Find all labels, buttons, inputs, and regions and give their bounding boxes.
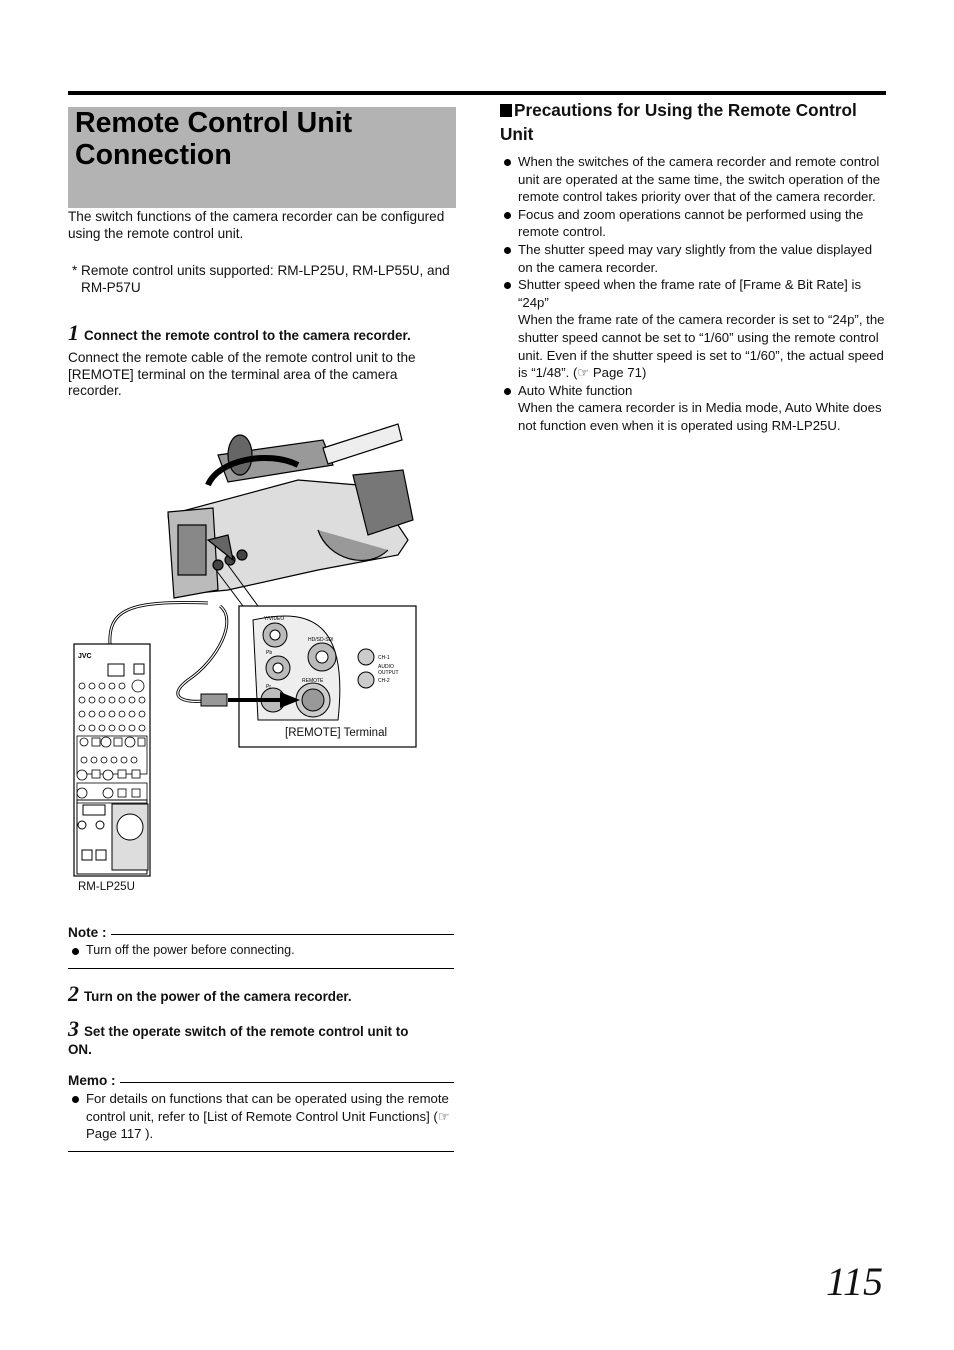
cable-plug [201, 694, 227, 706]
step-2 [68, 981, 448, 1006]
precautions-heading [500, 98, 886, 146]
intro-text: The switch functions of the camera recorder can be configured using the remote control unit. [68, 209, 445, 241]
bullet-icon [72, 948, 79, 955]
remote-control-unit-illustration [74, 644, 150, 876]
bullet-icon [504, 388, 511, 395]
precaution-text: When the switches of the camera recorder and remote control unit are operated at the same time, the switch operation of the remote control takes priority over that of the camera recorder. [518, 154, 881, 205]
precaution-text: Shutter speed when the frame rate of [Frame & Bit Rate] is “24p” [518, 277, 862, 310]
top-rule [68, 91, 886, 95]
precaution-subtext: When the frame rate of the camera recorder is set to “24p”, the shutter speed cannot be set to “1/60” using the remote control unit. Even if the shutter speed is set to “1/60”, the actual speed is “1/48”. (☞ Page 71) [518, 312, 885, 381]
step-3-title-line2: ON. [68, 1042, 92, 1057]
remote-terminal-caption: [REMOTE] Terminal [285, 727, 388, 739]
precautions-list [500, 153, 890, 435]
step-1-title: Connect the remote control to the camera recorder. [84, 328, 411, 343]
precaution-text: Focus and zoom operations cannot be performed using the remote control. [518, 206, 864, 240]
precautions-heading-text: Precautions for Using the Remote Control Unit [500, 100, 857, 144]
precaution-text: Auto White function [518, 382, 633, 398]
precaution-item [500, 241, 890, 276]
label-ch1: CH-1 [378, 655, 390, 661]
precaution-item [500, 382, 890, 435]
label-hdsdi: HD/SD-SDI [308, 637, 334, 643]
label-ch2: CH-2 [378, 678, 390, 684]
step-2-title: Turn on the power of the camera recorder. [84, 989, 352, 1004]
label-audio: AUDIO [378, 664, 394, 670]
memo-rule [68, 1082, 454, 1083]
note-item [68, 942, 454, 960]
asterisk: * [72, 263, 78, 278]
step-1 [68, 320, 448, 345]
title-box [68, 107, 456, 208]
step-1-number: 1 [68, 320, 79, 345]
connection-figure [68, 420, 428, 900]
step-3-number: 3 [68, 1016, 79, 1041]
camera-recorder-illustration [168, 424, 413, 598]
label-yvideo: Y/VIDEO [264, 616, 285, 622]
note-list [68, 942, 454, 960]
bullet-icon [504, 159, 511, 166]
bullet-icon [72, 1096, 79, 1103]
memo-item [68, 1090, 454, 1143]
supported-units-text: Remote control units supported: RM-LP25U, RM-LP55U, and RM-P57U [81, 263, 450, 295]
page-title-line1: Remote Control Unit [75, 107, 353, 139]
memo-list [68, 1090, 454, 1143]
precaution-text: The shutter speed may vary slightly from the value displayed on the camera recorder. [518, 241, 873, 275]
precaution-item [500, 153, 890, 206]
label-pr: Pr [266, 684, 271, 690]
note-rule [68, 934, 454, 935]
page-number: 115 [826, 1259, 884, 1304]
step-1-body: Connect the remote cable of the remote control unit to the [REMOTE] terminal on the terminal area of the camera recorder. [68, 350, 416, 398]
memo-bottom-rule [68, 1151, 454, 1152]
page-title [68, 107, 456, 171]
page-title-line2: Connection [75, 139, 232, 171]
bullet-icon [504, 247, 511, 254]
label-remote: REMOTE [302, 678, 324, 684]
square-bullet-icon [500, 104, 512, 117]
label-output: OUTPUT [378, 670, 399, 676]
bullet-icon [504, 282, 511, 289]
supported-units-note [72, 263, 452, 296]
note-item-text: Turn off the power before connecting. [86, 943, 295, 957]
step-3 [68, 1016, 448, 1059]
label-pb: Pb [266, 650, 273, 656]
memo-item-text: For details on functions that can be operated using the remote control unit, refer to [List of Remote Control Unit Functions] (☞ Page 117 ). [86, 1091, 450, 1142]
brand-logo: JVC [78, 653, 92, 660]
remote-unit-caption: RM-LP25U [78, 881, 135, 893]
precaution-item [500, 276, 890, 382]
memo-label: Memo : [68, 1073, 120, 1088]
step-2-number: 2 [68, 981, 79, 1006]
note-label: Note : [68, 925, 111, 940]
note-bottom-rule [68, 968, 454, 969]
remote-terminal-inset [239, 606, 416, 747]
precaution-item [500, 206, 890, 241]
bullet-icon [504, 212, 511, 219]
step-3-title-line1: Set the operate switch of the remote control unit to [84, 1024, 409, 1039]
precaution-subtext: When the camera recorder is in Media mode, Auto White does not function even when it is operated using RM-LP25U. [518, 400, 882, 433]
